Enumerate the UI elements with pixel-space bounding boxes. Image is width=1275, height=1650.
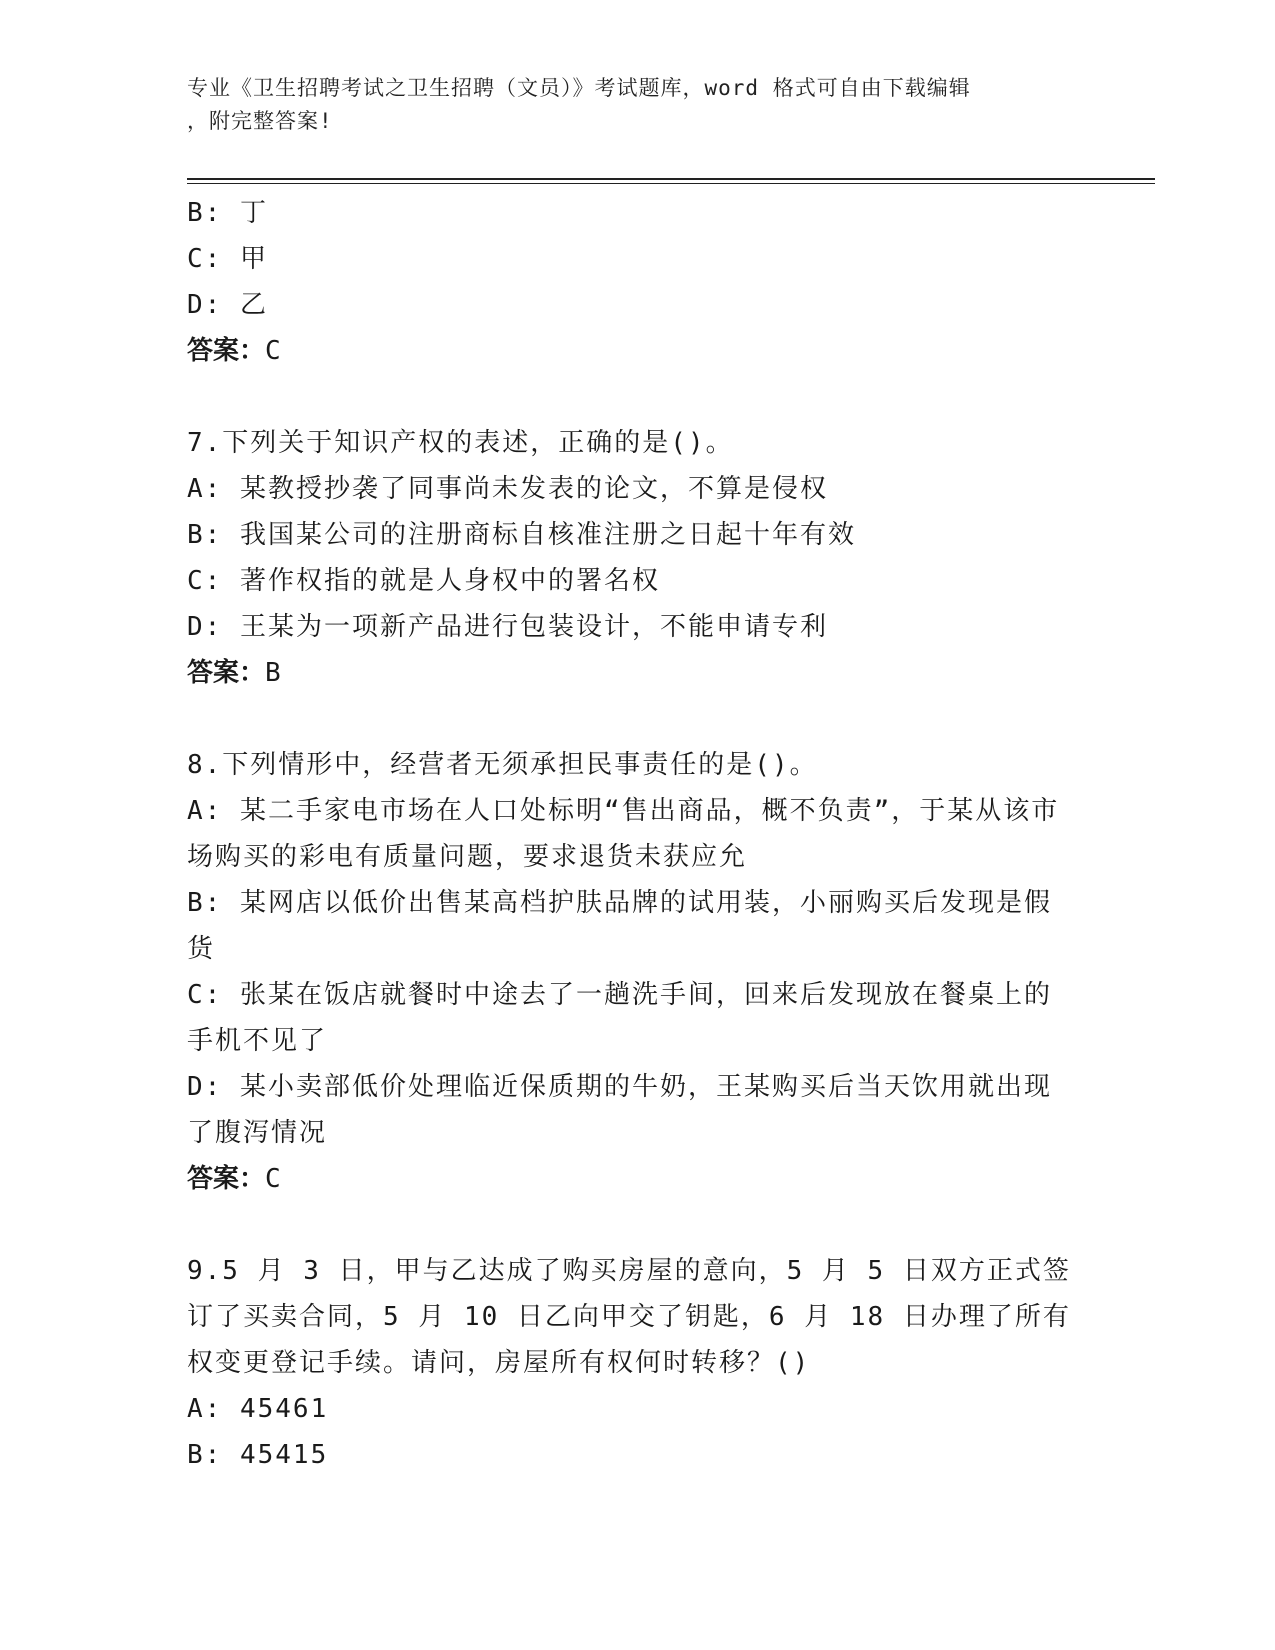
question-9 <box>187 1248 1077 1478</box>
answer-label: 答案： <box>187 1164 266 1194</box>
option-a: A: 45461 <box>187 1394 329 1424</box>
header-divider <box>187 178 1155 184</box>
option-d: D: 乙 <box>187 290 268 320</box>
answer-value: C <box>265 1164 281 1194</box>
option-c: C: 张某在饭店就餐时中途去了一趟洗手间，回来后发现放在餐桌上的手机不见了 <box>187 980 1052 1056</box>
answer-label: 答案： <box>187 336 266 366</box>
option-c: C: 著作权指的就是人身权中的署名权 <box>187 566 660 596</box>
option-d: D: 王某为一项新产品进行包装设计，不能申请专利 <box>187 612 828 642</box>
header-line-2: ，附完整答案! <box>187 109 333 133</box>
option-b: B: 45415 <box>187 1440 329 1470</box>
question-text: 9.5 月 3 日，甲与乙达成了购买房屋的意向，5 月 5 日双方正式签订了买卖合同，5 月 10 日乙向甲交了钥匙，6 月 18 日办理了所有权变更登记手续。请问，房屋所有权何时转移？() <box>187 1256 1071 1378</box>
question-7 <box>187 420 1077 696</box>
option-d: D: 某小卖部低价处理临近保质期的牛奶，王某购买后当天饮用就出现了腹泻情况 <box>187 1072 1052 1148</box>
option-b: B: 我国某公司的注册商标自核准注册之日起十年有效 <box>187 520 856 550</box>
option-b: B: 丁 <box>187 198 268 228</box>
question-text: 8.下列情形中，经营者无须承担民事责任的是()。 <box>187 750 818 780</box>
option-a: A: 某二手家电市场在人口处标明“售出商品，概不负责”，于某从该市场购买的彩电有质量问题，要求退货未获应允 <box>187 796 1060 872</box>
option-b: B: 某网店以低价出售某高档护肤品牌的试用装，小丽购买后发现是假货 <box>187 888 1052 964</box>
option-a: A: 某教授抄袭了同事尚未发表的论文，不算是侵权 <box>187 474 828 504</box>
answer-line <box>187 650 1077 696</box>
question-content <box>187 190 1077 1478</box>
question-8 <box>187 742 1077 1202</box>
answer-value: C <box>265 336 281 366</box>
answer-line <box>187 328 1077 374</box>
answer-value: B <box>265 658 281 688</box>
answer-label: 答案： <box>187 658 266 688</box>
document-header <box>187 72 1087 138</box>
question-text: 7.下列关于知识产权的表述，正确的是()。 <box>187 428 734 458</box>
answer-line <box>187 1156 1077 1202</box>
header-line-1: 专业《卫生招聘考试之卫生招聘（文员）》考试题库，word 格式可自由下载编辑 <box>187 76 971 100</box>
question-6-tail <box>187 190 1077 374</box>
option-c: C: 甲 <box>187 244 268 274</box>
